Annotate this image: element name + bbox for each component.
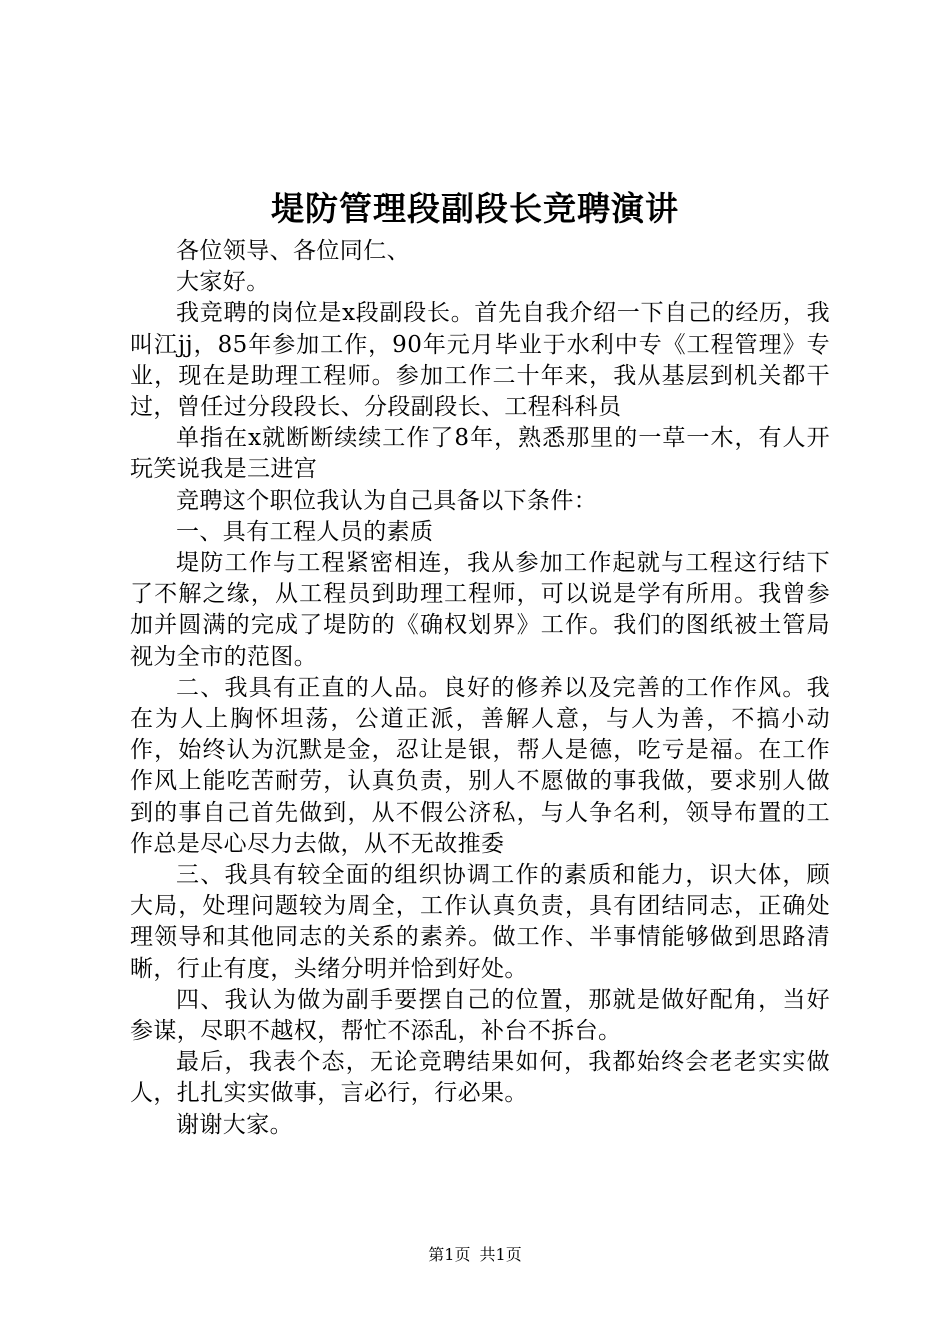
- page-number-current: 第1页: [428, 1245, 471, 1264]
- document-title: 堤防管理段副段长竞聘演讲: [271, 189, 679, 228]
- paragraph-hello: 大家好。: [176, 269, 270, 296]
- page-footer: [0, 1244, 950, 1266]
- paragraph-greeting: 各位领导、各位同仁、: [176, 238, 410, 264]
- paragraph-conditions-intro: 竞聘这个职位我认为自己具备以下条件：: [176, 487, 598, 514]
- paragraph-heading-one: 一、具有工程人员的素质: [176, 518, 434, 545]
- paragraph-character: 二、我具有正直的人品。良好的修养以及完善的工作作风。我在为人上胸怀坦荡，公道正派，善解人意，与人为善，不搞小动作，始终认为沉默是金，忍让是银，帮人是德，吃亏是福。在工作作风上能吃苦耐劳，认真负责，别人不愿做的事我做，要求别人做到的事自己首先做到，从不假公济私，与人争名利，领导布置的工作总是尽心尽力去做，从不无故推委: [130, 674, 830, 857]
- page-number-total: 共1页: [479, 1245, 522, 1264]
- document-body: [130, 236, 830, 1141]
- paragraph-closing: 最后，我表个态，无论竞聘结果如何，我都始终会老老实实做人，扎扎实实做事，言必行，行必果。: [130, 1049, 830, 1107]
- paragraph-introduction: 我竞聘的岗位是x段副段长。首先自我介绍一下自己的经历，我叫江jj，85年参加工作，90年元月毕业于水利中专《工程管理》专业，现在是助理工程师。参加工作二十年来，我从基层到机关都干过，曾任过分段段长、分段副段长、工程科科员: [130, 300, 830, 421]
- paragraph-experience: 单指在x就断断续续工作了8年，熟悉那里的一草一木，有人开玩笑说我是三进宫: [130, 425, 830, 483]
- paragraph-engineering: 堤防工作与工程紧密相连，我从参加工作起就与工程这行结下了不解之缘，从工程员到助理工程师，可以说是学有所用。我曾参加并圆满的完成了堤防的《确权划界》工作。我们的图纸被土管局视为全市的范图。: [130, 550, 830, 670]
- paragraph-coordination: 三、我具有较全面的组织协调工作的素质和能力，识大体，顾大局，处理问题较为周全，工作认真负责，具有团结同志，正确处理领导和其他同志的关系的素养。做工作、半事情能够做到思路清晰，行止有度，头绪分明并恰到好处。: [130, 862, 830, 982]
- paragraph-thanks: 谢谢大家。: [176, 1111, 293, 1138]
- paragraph-deputy-role: 四、我认为做为副手要摆自己的位置，那就是做好配角，当好参谋，尽职不越权，帮忙不添乱，补台不拆台。: [130, 986, 830, 1045]
